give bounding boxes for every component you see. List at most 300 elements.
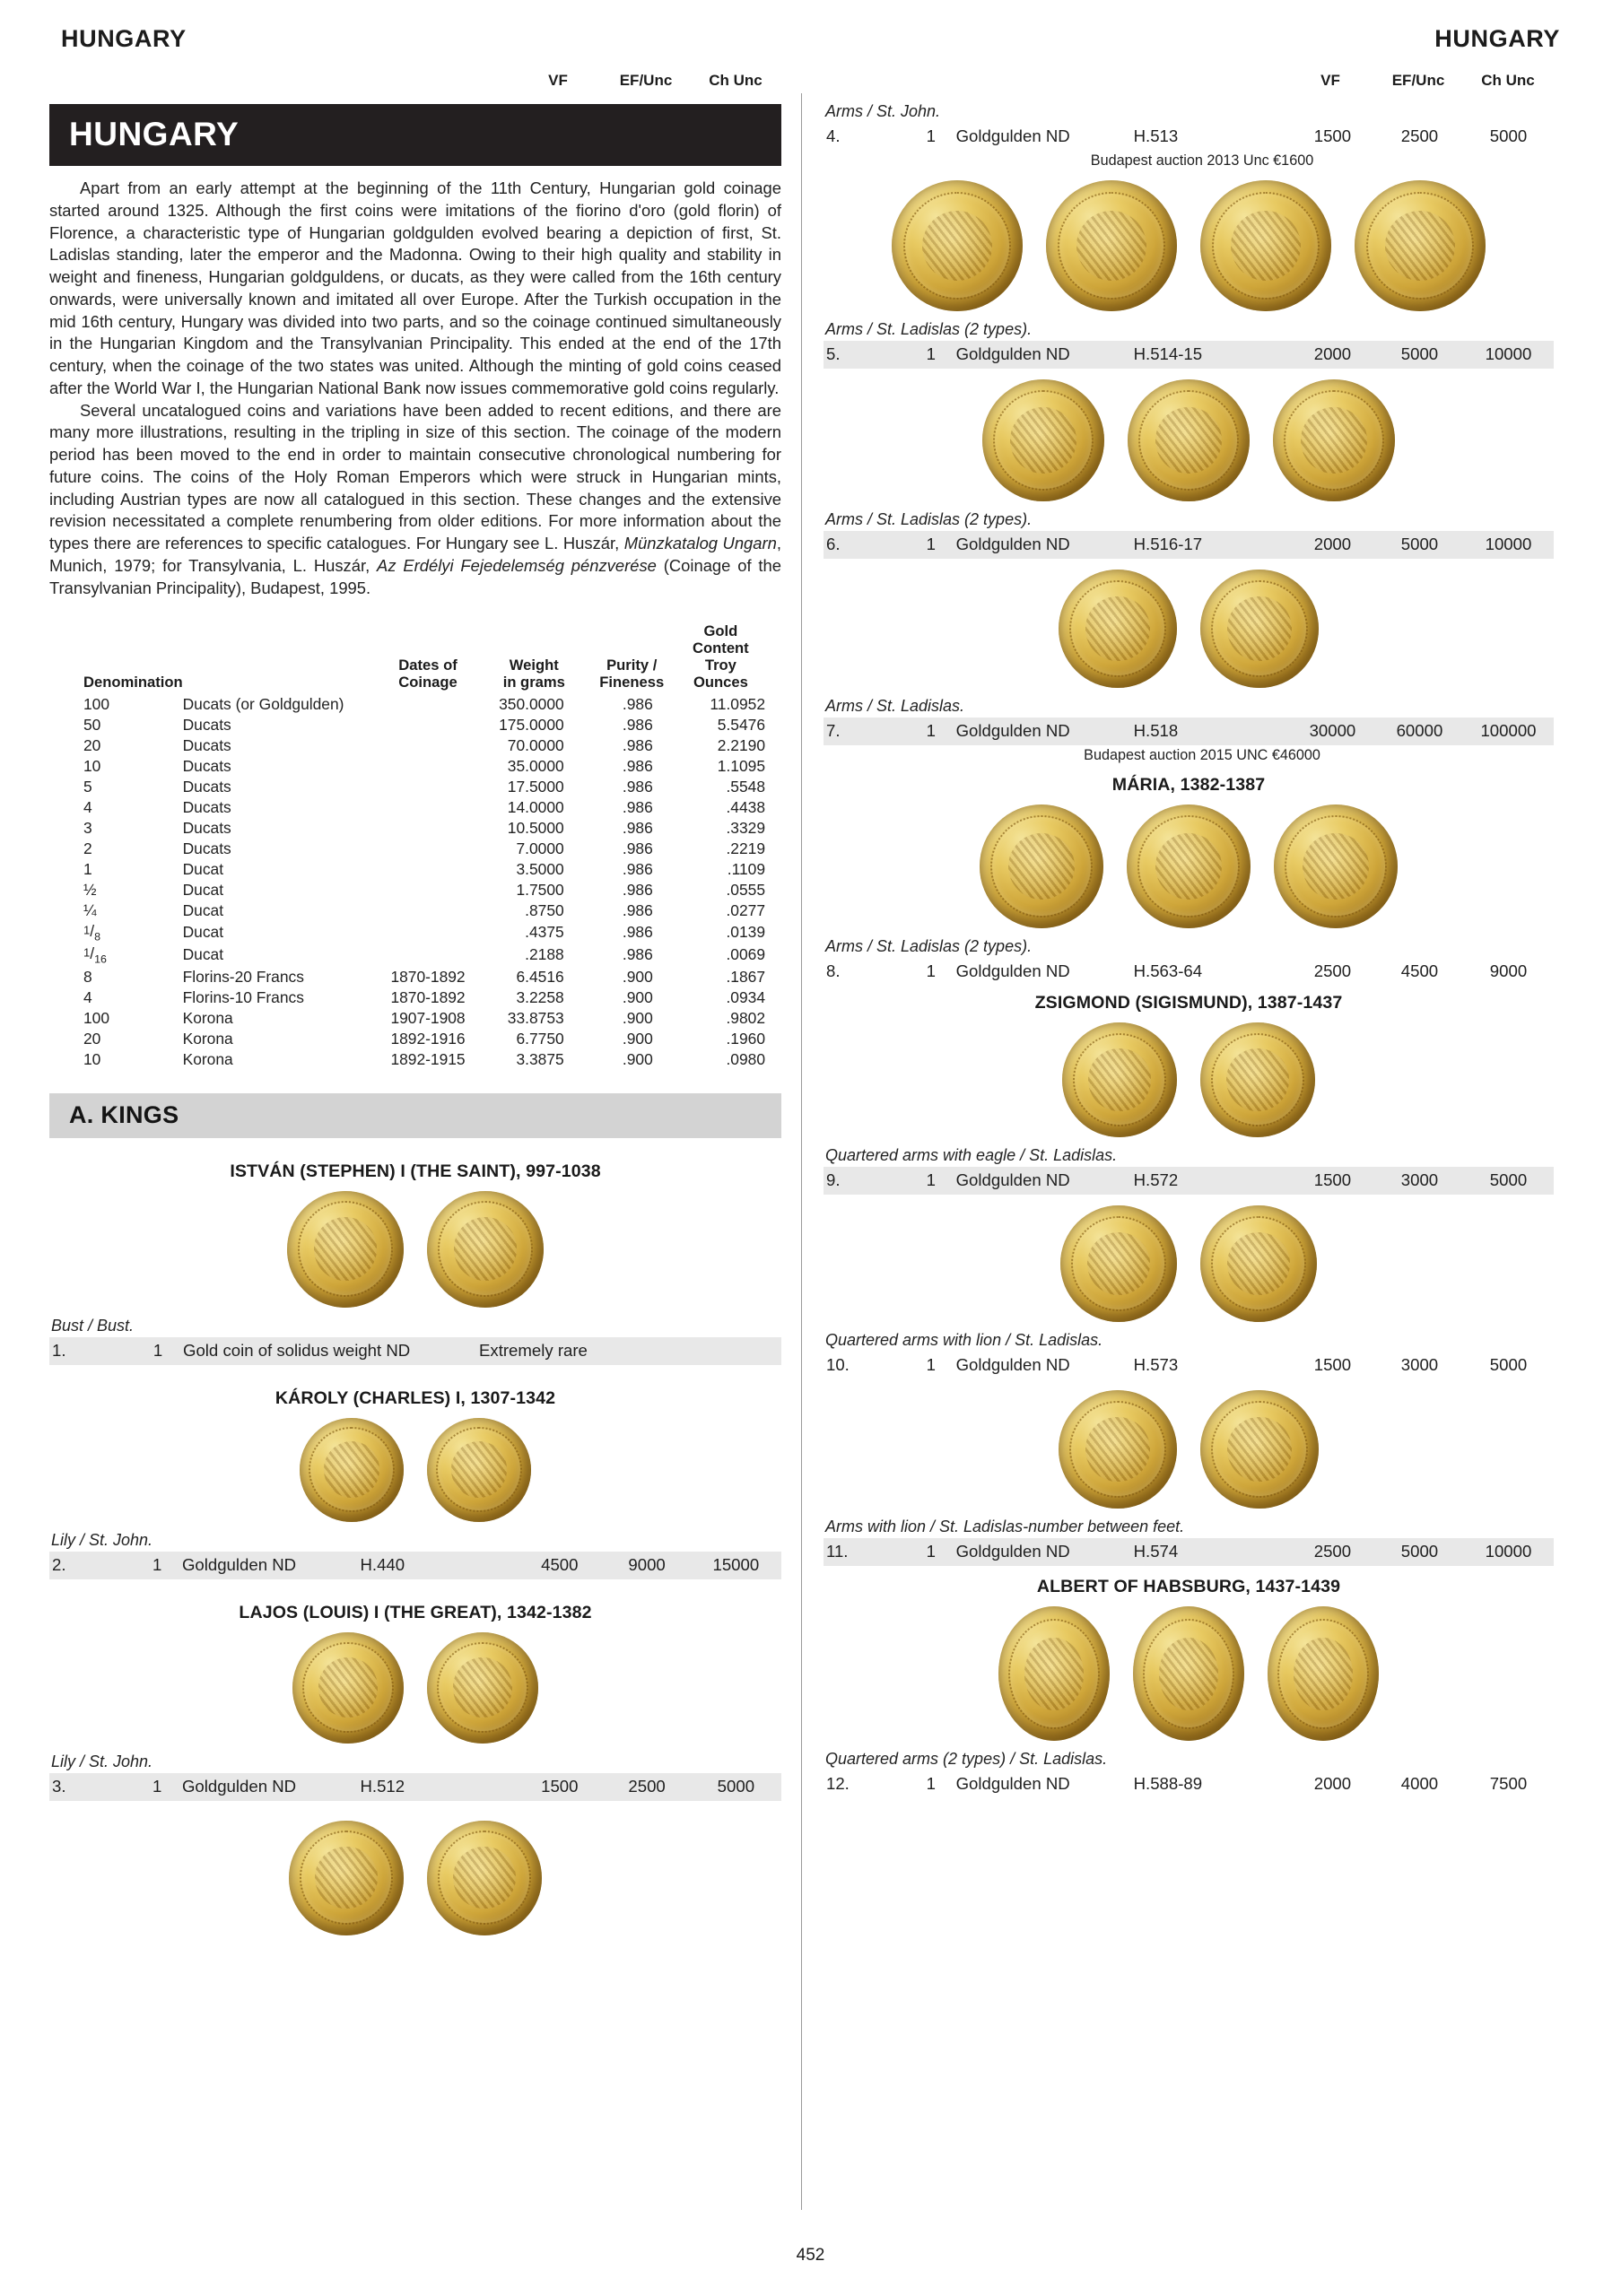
entry-price-ef-unc: 5000 xyxy=(1400,344,1439,363)
spec-cell-weight: 350.0000 xyxy=(499,694,564,713)
intro-text xyxy=(49,178,781,599)
spec-table-row xyxy=(83,859,765,880)
spec-cell-weight: 175.0000 xyxy=(499,715,564,734)
coin-image xyxy=(1200,1022,1315,1137)
entry-price-ch-unc: 7500 xyxy=(1489,1774,1528,1793)
spec-cell-weight: 7.0000 xyxy=(516,839,564,857)
grade-label-ef-unc: EF/Unc xyxy=(619,72,673,89)
spec-cell-gold-content: 1.1095 xyxy=(717,756,765,775)
spec-cell-denomination: 20 xyxy=(83,735,101,754)
coin-image-group-6 xyxy=(824,570,1554,688)
entry-reference: H.563-64 xyxy=(1133,961,1203,980)
spec-cell-name: Ducats xyxy=(182,715,231,734)
entry-price-vf: 2000 xyxy=(1313,344,1352,363)
spec-table-row xyxy=(83,797,765,818)
entry-quantity: 1 xyxy=(153,1340,163,1360)
spec-cell-weight: 14.0000 xyxy=(507,797,564,816)
grade-label-vf: VF xyxy=(1320,72,1340,89)
spec-cell-denomination: 100 xyxy=(83,1008,110,1027)
entry-reference: H.518 xyxy=(1133,721,1179,740)
coin-image xyxy=(1200,570,1319,688)
spec-cell-fineness: .986 xyxy=(622,945,653,964)
spec-cell-name: Ducat xyxy=(182,922,224,941)
spec-cell-denomination: 10 xyxy=(83,756,101,775)
coin-image xyxy=(1128,379,1250,501)
entry-price-vf: 1500 xyxy=(541,1776,579,1796)
coin-image xyxy=(1046,180,1177,311)
spec-cell-name: Ducats (or Goldgulden) xyxy=(182,694,344,713)
intro-paragraph-2 xyxy=(49,400,781,600)
spec-cell-dates: 1870-1892 xyxy=(390,987,466,1006)
entry-number: 4. xyxy=(826,126,841,145)
entry-denomination: Goldgulden ND xyxy=(955,1170,1070,1189)
entry-price-vf: 1500 xyxy=(1313,126,1352,145)
spec-cell-dates xyxy=(371,921,484,944)
spec-cell-denomination: ¼ xyxy=(83,900,97,919)
spec-cell-name: Ducats xyxy=(182,818,231,837)
entry-number: 11. xyxy=(826,1542,849,1561)
spec-cell-dates xyxy=(371,818,484,839)
coin-image xyxy=(292,1632,404,1744)
spec-cell-gold-content: .2219 xyxy=(726,839,765,857)
spec-cell-fineness: .900 xyxy=(622,1029,653,1048)
coin-image xyxy=(1059,570,1177,688)
spec-cell-name: Ducat xyxy=(182,880,224,899)
entry-price-vf: 1500 xyxy=(1313,1355,1352,1374)
entry-number: 6. xyxy=(826,535,841,553)
entry-price-vf: 30000 xyxy=(1309,721,1356,740)
spec-cell-gold-content: .9802 xyxy=(726,1008,765,1027)
spec-cell-denomination: 4 xyxy=(83,797,92,816)
entry-quantity: 1 xyxy=(152,1554,162,1574)
entry-price-vf: 2500 xyxy=(1313,1542,1352,1561)
spec-cell-fineness: .900 xyxy=(622,1049,653,1068)
spec-cell-weight: 3.3875 xyxy=(516,1049,564,1068)
spec-cell-weight: .2188 xyxy=(525,945,564,964)
coin-image xyxy=(998,1606,1110,1741)
type-description-9: Quartered arms with eagle / St. Ladislas. xyxy=(825,1146,1118,1164)
type-description-3: Lily / St. John. xyxy=(51,1752,153,1770)
ruler-heading-zsigmond: ZSIGMOND (SIGISMUND), 1387-1437 xyxy=(1034,993,1343,1013)
catalog-entry-5[interactable] xyxy=(824,341,1554,369)
type-description-2: Lily / St. John. xyxy=(51,1530,153,1549)
coin-image xyxy=(980,804,1103,928)
entry-number: 7. xyxy=(826,721,841,740)
spec-cell-weight: 70.0000 xyxy=(507,735,564,754)
spec-cell-fineness: .986 xyxy=(622,777,653,796)
entry-reference: H.574 xyxy=(1133,1542,1179,1561)
spec-table-row xyxy=(83,735,765,756)
spec-table-row xyxy=(83,880,765,900)
spec-cell-fineness: .986 xyxy=(622,839,653,857)
catalog-entry-4[interactable] xyxy=(824,123,1554,151)
spec-cell-dates xyxy=(371,880,484,900)
coin-image xyxy=(1059,1390,1177,1509)
coin-image-group-karoly xyxy=(49,1418,781,1522)
entry-price-vf: 1500 xyxy=(1313,1170,1352,1189)
entry-price-ef-unc: 5000 xyxy=(1400,1542,1439,1561)
spec-cell-weight: 33.8753 xyxy=(507,1008,564,1027)
spec-table-row xyxy=(83,944,765,966)
spec-cell-dates: 1892-1916 xyxy=(390,1029,466,1048)
type-description-7: Arms / St. Ladislas. xyxy=(825,697,965,715)
page-folio: 452 xyxy=(796,2246,825,2265)
spec-cell-weight: .8750 xyxy=(525,900,564,919)
spec-cell-weight: 35.0000 xyxy=(507,756,564,775)
coin-image xyxy=(1355,180,1486,311)
grade-header-left xyxy=(49,72,781,99)
spec-cell-name: Korona xyxy=(182,1029,233,1048)
spec-table-row xyxy=(83,1008,765,1029)
entry-quantity: 1 xyxy=(152,1776,162,1796)
spec-table-row xyxy=(83,756,765,777)
spec-table-row xyxy=(83,1029,765,1049)
running-head-left: HUNGARY xyxy=(61,25,187,52)
left-column xyxy=(49,72,801,2215)
entry-number: 9. xyxy=(826,1170,841,1189)
entry-denomination: Goldgulden ND xyxy=(955,1542,1070,1561)
coin-image xyxy=(300,1418,404,1522)
spec-cell-denomination: ½ xyxy=(83,880,97,899)
spec-cell-weight: 17.5000 xyxy=(507,777,564,796)
entry-denomination: Goldgulden ND xyxy=(181,1554,297,1574)
book-title-erdelyi: Az Erdélyi Fejedelemség pénzverése xyxy=(377,555,657,575)
coin-image-group-lajos-2 xyxy=(49,1821,781,1935)
type-description-11: Arms with lion / St. Ladislas-number between feet. xyxy=(825,1518,1185,1535)
entry-price-ch-unc: 5000 xyxy=(1489,1355,1528,1374)
coin-image xyxy=(1200,180,1331,311)
coin-image-group-zsigmond xyxy=(824,1022,1554,1137)
spec-cell-name: Ducat xyxy=(182,900,224,919)
spec-cell-weight: .4375 xyxy=(525,922,564,941)
entry-reference: H.513 xyxy=(1133,126,1179,145)
spec-header-gold-content: Gold Content Troy Ounces xyxy=(693,622,749,691)
entry-denomination: Goldgulden ND xyxy=(955,1774,1070,1793)
section-bar-kings: A. KINGS xyxy=(49,1093,781,1138)
spec-cell-denomination: 2 xyxy=(83,839,92,857)
entry-price-ch-unc: 10000 xyxy=(1485,1542,1532,1561)
entry-quantity: 1 xyxy=(926,344,937,363)
intro-p2-part3: (Coinage of the Transylvanian Principality), Budapest, 1995. xyxy=(49,555,781,597)
grade-label-ef-unc: EF/Unc xyxy=(1391,72,1445,89)
entry-price-vf: 4500 xyxy=(541,1554,579,1574)
entry-number: 10. xyxy=(826,1355,850,1374)
spec-cell-fineness: .986 xyxy=(622,715,653,734)
coin-image xyxy=(1127,804,1251,928)
spec-cell-dates xyxy=(371,735,484,756)
denomination-spec-table xyxy=(83,622,765,1069)
entry-quantity: 1 xyxy=(926,961,937,980)
entry-quantity: 1 xyxy=(926,1355,937,1374)
intro-paragraph-1: Apart from an early attempt at the beginning of the 11th Century, Hungarian gold coinage started around 1325. Although the first coins were imitations of the fiorino d'oro (gold florin) of Florence, a characteristic type of Hungarian goldgulden evolved bearing a depiction of first, St. Ladislas standing, later the emperor and the Madonna. Owing to their high quality and stability in weight and fineness, Hungarian goldguldens, or ducats, as they were called from the 16th century onwards, were universally known and imitated all over Europe. After the Turkish occupation in the mid 16th century, Hungary was divided into two parts, and so the coinage continued simultaneously in the Hungarian Kingdom and the Transylvanian Principality. This ended at the end of the 17th century, when the coinage of the two states was united. Although the minting of gold coins ceased after the World War I, the Hungarian National Bank now issues commemorative gold coins regularly. xyxy=(49,178,781,397)
running-head-row xyxy=(49,25,1572,72)
entry-denomination: Goldgulden ND xyxy=(955,1355,1070,1374)
spec-cell-fineness: .986 xyxy=(622,756,653,775)
spec-cell-name: Ducats xyxy=(182,839,231,857)
entry-price-ch-unc: 5000 xyxy=(1489,1170,1528,1189)
spec-cell-fineness: .986 xyxy=(622,859,653,878)
entry-price-ch-unc: 5000 xyxy=(717,1776,755,1796)
spec-cell-weight: 6.7750 xyxy=(516,1029,564,1048)
grade-header-right xyxy=(824,72,1554,99)
spec-header-weight: Weight in grams xyxy=(502,657,565,691)
spec-cell-gold-content: 11.0952 xyxy=(710,694,765,713)
entry-price-ef-unc: 3000 xyxy=(1400,1170,1439,1189)
coin-image xyxy=(982,379,1104,501)
coin-image-group-albert xyxy=(824,1606,1554,1741)
coin-image-group-9 xyxy=(824,1205,1554,1322)
entry-price-ch-unc: 9000 xyxy=(1489,961,1528,980)
coin-image xyxy=(287,1191,404,1308)
spec-cell-gold-content: .3329 xyxy=(726,818,765,837)
ruler-heading-istvan: ISTVÁN (STEPHEN) I (THE SAINT), 997-1038 xyxy=(230,1161,601,1181)
catalog-entry-12[interactable] xyxy=(824,1770,1554,1798)
coin-image xyxy=(1060,1205,1177,1322)
spec-cell-gold-content: .0980 xyxy=(726,1049,765,1068)
spec-cell-denomination: 100 xyxy=(83,694,110,713)
spec-cell-denomination: 20 xyxy=(83,1029,101,1048)
entry-denomination: Goldgulden ND xyxy=(955,344,1070,363)
spec-cell-dates xyxy=(371,797,484,818)
coin-image-group-istvan xyxy=(49,1191,781,1308)
entry-denomination: Goldgulden ND xyxy=(955,961,1070,980)
spec-cell-dates xyxy=(371,694,484,715)
spec-cell-name: Korona xyxy=(182,1049,233,1068)
spec-cell-dates xyxy=(371,777,484,797)
coin-image xyxy=(1200,1205,1317,1322)
auction-note-7: Budapest auction 2015 UNC €46000 xyxy=(1084,747,1320,763)
spec-header-denomination: Denomination xyxy=(83,674,183,691)
entry-denomination: Gold coin of solidus weight ND xyxy=(183,1340,411,1360)
spec-cell-fineness: .986 xyxy=(622,797,653,816)
entry-quantity: 1 xyxy=(926,1170,937,1189)
spec-header-dates: Dates of Coinage xyxy=(398,657,458,691)
spec-table-body xyxy=(83,694,765,1070)
spec-cell-gold-content: .0069 xyxy=(726,945,765,964)
catalog-entry-8[interactable] xyxy=(824,958,1554,986)
coin-image-group-maria xyxy=(824,804,1554,928)
book-title-munzkatalog: Münzkatalog Ungarn xyxy=(623,534,777,552)
spec-cell-denomination: 3 xyxy=(83,818,92,837)
entry-denomination: Goldgulden ND xyxy=(955,721,1070,740)
coin-image-group-5 xyxy=(824,379,1554,501)
spec-cell-fineness: .900 xyxy=(622,987,653,1006)
entry-number: 2. xyxy=(52,1554,66,1574)
spec-cell-gold-content: .0934 xyxy=(726,987,765,1006)
type-description-4: Arms / St. John. xyxy=(825,102,941,120)
spec-cell-fineness: .986 xyxy=(622,735,653,754)
spec-cell-gold-content: .5548 xyxy=(726,777,765,796)
grade-label-ch-unc: Ch Unc xyxy=(709,72,763,89)
spec-table-row xyxy=(83,715,765,735)
entry-price-ef-unc: 9000 xyxy=(628,1554,666,1574)
spec-cell-gold-content: .1109 xyxy=(727,859,765,878)
right-column xyxy=(802,72,1554,2215)
entry-denomination: Goldgulden ND xyxy=(955,126,1070,145)
spec-cell-gold-content: .0139 xyxy=(726,922,765,941)
spec-cell-gold-content: 2.2190 xyxy=(717,735,765,754)
intro-p2-part2: , Munich, 1979; for Transylvania, L. Huszár, xyxy=(49,534,781,575)
spec-cell-denomination: $^1/_8$ xyxy=(83,921,100,944)
catalog-entry-6[interactable] xyxy=(824,531,1554,559)
intro-p2-part1: Several uncatalogued coins and variations have been added to recent editions, and there are many more illustrations, resulting in the tripling in size of this section. The coinage of the modern period has been moved to the end in order to maintain consecutive chronological numbering for future coins. The coins of the Holy Roman Emperors which were struck in Hungarian mints, including Austrian types are now all catalogued in this section. These changes and the extensive revision necessitated a complete renumbering from older editions. For more information about the types there are references to specific catalogues. For Hungary see L. Huszár, xyxy=(49,400,781,552)
spec-cell-denomination: 50 xyxy=(83,715,101,734)
spec-cell-denomination: 5 xyxy=(83,777,92,796)
entry-number: 5. xyxy=(826,344,841,363)
spec-cell-weight: 3.5000 xyxy=(516,859,564,878)
entry-rarity: Extremely rare xyxy=(479,1340,588,1360)
coin-image-group-4 xyxy=(824,180,1554,311)
spec-cell-gold-content: .1867 xyxy=(726,967,765,986)
entry-denomination: Goldgulden ND xyxy=(181,1776,297,1796)
ruler-heading-lajos: LAJOS (LOUIS) I (THE GREAT), 1342-1382 xyxy=(239,1602,592,1622)
type-description-12: Quartered arms (2 types) / St. Ladislas. xyxy=(825,1750,1108,1768)
spec-cell-dates: 1892-1915 xyxy=(390,1049,466,1068)
spec-cell-dates: 1870-1892 xyxy=(390,967,466,986)
spec-cell-dates xyxy=(371,944,484,966)
country-banner: HUNGARY xyxy=(49,104,781,166)
entry-price-ef-unc: 2500 xyxy=(628,1776,666,1796)
entry-number: 3. xyxy=(52,1776,66,1796)
coin-image xyxy=(892,180,1023,311)
entry-reference: H.512 xyxy=(360,1776,405,1796)
entry-price-ef-unc: 4000 xyxy=(1400,1774,1439,1793)
spec-cell-denomination: 1 xyxy=(83,859,92,878)
entry-reference: H.573 xyxy=(1133,1355,1179,1374)
coin-image xyxy=(1274,804,1398,928)
entry-number: 12. xyxy=(826,1774,850,1793)
catalog-entry-10[interactable] xyxy=(824,1352,1554,1379)
entry-price-ch-unc: 5000 xyxy=(1489,126,1528,145)
coin-image xyxy=(1062,1022,1177,1137)
entry-quantity: 1 xyxy=(926,535,937,553)
spec-table-row xyxy=(83,839,765,859)
spec-cell-name: Ducats xyxy=(182,756,231,775)
spec-header-row xyxy=(83,622,765,693)
spec-cell-gold-content: .0555 xyxy=(726,880,765,899)
spec-cell-weight: 6.4516 xyxy=(516,967,564,986)
spec-table-row xyxy=(83,921,765,944)
spec-header-name-spacer xyxy=(183,622,372,693)
ruler-heading-karoly: KÁROLY (CHARLES) I, 1307-1342 xyxy=(275,1387,556,1408)
spec-cell-dates xyxy=(371,756,484,777)
auction-note-4: Budapest auction 2013 Unc €1600 xyxy=(1090,152,1314,169)
coin-image xyxy=(427,1821,542,1935)
catalog-entry-9[interactable] xyxy=(824,1167,1554,1195)
catalog-entry-3[interactable] xyxy=(49,1773,781,1801)
catalog-entry-1[interactable] xyxy=(49,1337,781,1365)
spec-table-row xyxy=(83,900,765,921)
spec-cell-gold-content: .0277 xyxy=(726,900,765,919)
type-description-8: Arms / St. Ladislas (2 types). xyxy=(825,937,1033,955)
entry-quantity: 1 xyxy=(926,126,937,145)
spec-cell-fineness: .986 xyxy=(622,900,653,919)
spec-cell-dates xyxy=(371,900,484,921)
entry-price-vf: 2000 xyxy=(1313,535,1352,553)
type-description-10: Quartered arms with lion / St. Ladislas. xyxy=(825,1331,1103,1349)
spec-cell-denomination: $^1/_{16}$ xyxy=(83,944,107,966)
spec-table-row xyxy=(83,1049,765,1070)
entry-price-ef-unc: 60000 xyxy=(1396,721,1443,740)
spec-cell-gold-content: .1960 xyxy=(726,1029,765,1048)
entry-price-ef-unc: 2500 xyxy=(1400,126,1439,145)
entry-number: 8. xyxy=(826,961,841,980)
ruler-heading-maria: MÁRIA, 1382-1387 xyxy=(1111,775,1266,795)
entry-reference: H.514-15 xyxy=(1133,344,1203,363)
entry-price-ch-unc: 10000 xyxy=(1485,535,1532,553)
entry-quantity: 1 xyxy=(926,1774,937,1793)
type-description-1: Bust / Bust. xyxy=(51,1316,135,1335)
spec-cell-fineness: .986 xyxy=(622,880,653,899)
coin-image xyxy=(427,1632,538,1744)
spec-cell-dates xyxy=(371,859,484,880)
entry-price-vf: 2000 xyxy=(1313,1774,1352,1793)
entry-number: 1. xyxy=(52,1340,66,1360)
running-head-right: HUNGARY xyxy=(1434,25,1560,52)
spec-table-row xyxy=(83,987,765,1008)
spec-table-row xyxy=(83,818,765,839)
spec-cell-dates xyxy=(371,715,484,735)
entry-quantity: 1 xyxy=(926,721,937,740)
coin-image-group-lajos xyxy=(49,1632,781,1744)
spec-cell-dates: 1907-1908 xyxy=(390,1008,466,1027)
coin-image xyxy=(1200,1390,1319,1509)
spec-cell-denomination: 8 xyxy=(83,967,92,986)
spec-cell-name: Ducats xyxy=(182,777,231,796)
catalog-entry-11[interactable] xyxy=(824,1538,1554,1566)
entry-quantity: 1 xyxy=(926,1542,937,1561)
coin-image xyxy=(289,1821,404,1935)
spec-cell-weight: 1.7500 xyxy=(516,880,564,899)
catalog-entry-7[interactable] xyxy=(824,718,1554,745)
spec-cell-name: Florins-20 Francs xyxy=(182,967,304,986)
spec-header-purity: Purity / Fineness xyxy=(599,657,665,691)
spec-cell-fineness: .900 xyxy=(622,1008,653,1027)
grade-label-vf: VF xyxy=(548,72,568,89)
spec-cell-gold-content: 5.5476 xyxy=(717,715,765,734)
entry-reference: H.588-89 xyxy=(1133,1774,1203,1793)
spec-cell-weight: 10.5000 xyxy=(507,818,564,837)
entry-price-vf: 2500 xyxy=(1313,961,1352,980)
spec-cell-name: Ducat xyxy=(182,945,224,964)
spec-cell-weight: 3.2258 xyxy=(516,987,564,1006)
spec-cell-name: Florins-10 Francs xyxy=(182,987,304,1006)
spec-cell-fineness: .986 xyxy=(622,922,653,941)
coin-image-group-10 xyxy=(824,1390,1554,1509)
coin-image xyxy=(1268,1606,1379,1741)
spec-cell-denomination: 10 xyxy=(83,1049,101,1068)
spec-cell-gold-content: .4438 xyxy=(726,797,765,816)
entry-reference: H.440 xyxy=(360,1554,405,1574)
spec-cell-fineness: .986 xyxy=(622,694,653,713)
spec-cell-denomination: 4 xyxy=(83,987,92,1006)
coin-image xyxy=(1273,379,1395,501)
spec-cell-dates xyxy=(371,839,484,859)
two-column-layout xyxy=(49,72,1572,2215)
spec-cell-name: Ducat xyxy=(182,859,224,878)
spec-table-row xyxy=(83,777,765,797)
coin-image xyxy=(427,1191,544,1308)
coin-image xyxy=(427,1418,531,1522)
spec-cell-fineness: .900 xyxy=(622,967,653,986)
spec-cell-name: Ducats xyxy=(182,797,231,816)
entry-price-ef-unc: 4500 xyxy=(1400,961,1439,980)
entry-reference: H.572 xyxy=(1133,1170,1179,1189)
spec-table-row xyxy=(83,694,765,715)
catalog-entry-2[interactable] xyxy=(49,1552,781,1579)
spec-table-row xyxy=(83,967,765,987)
grade-label-ch-unc: Ch Unc xyxy=(1481,72,1535,89)
